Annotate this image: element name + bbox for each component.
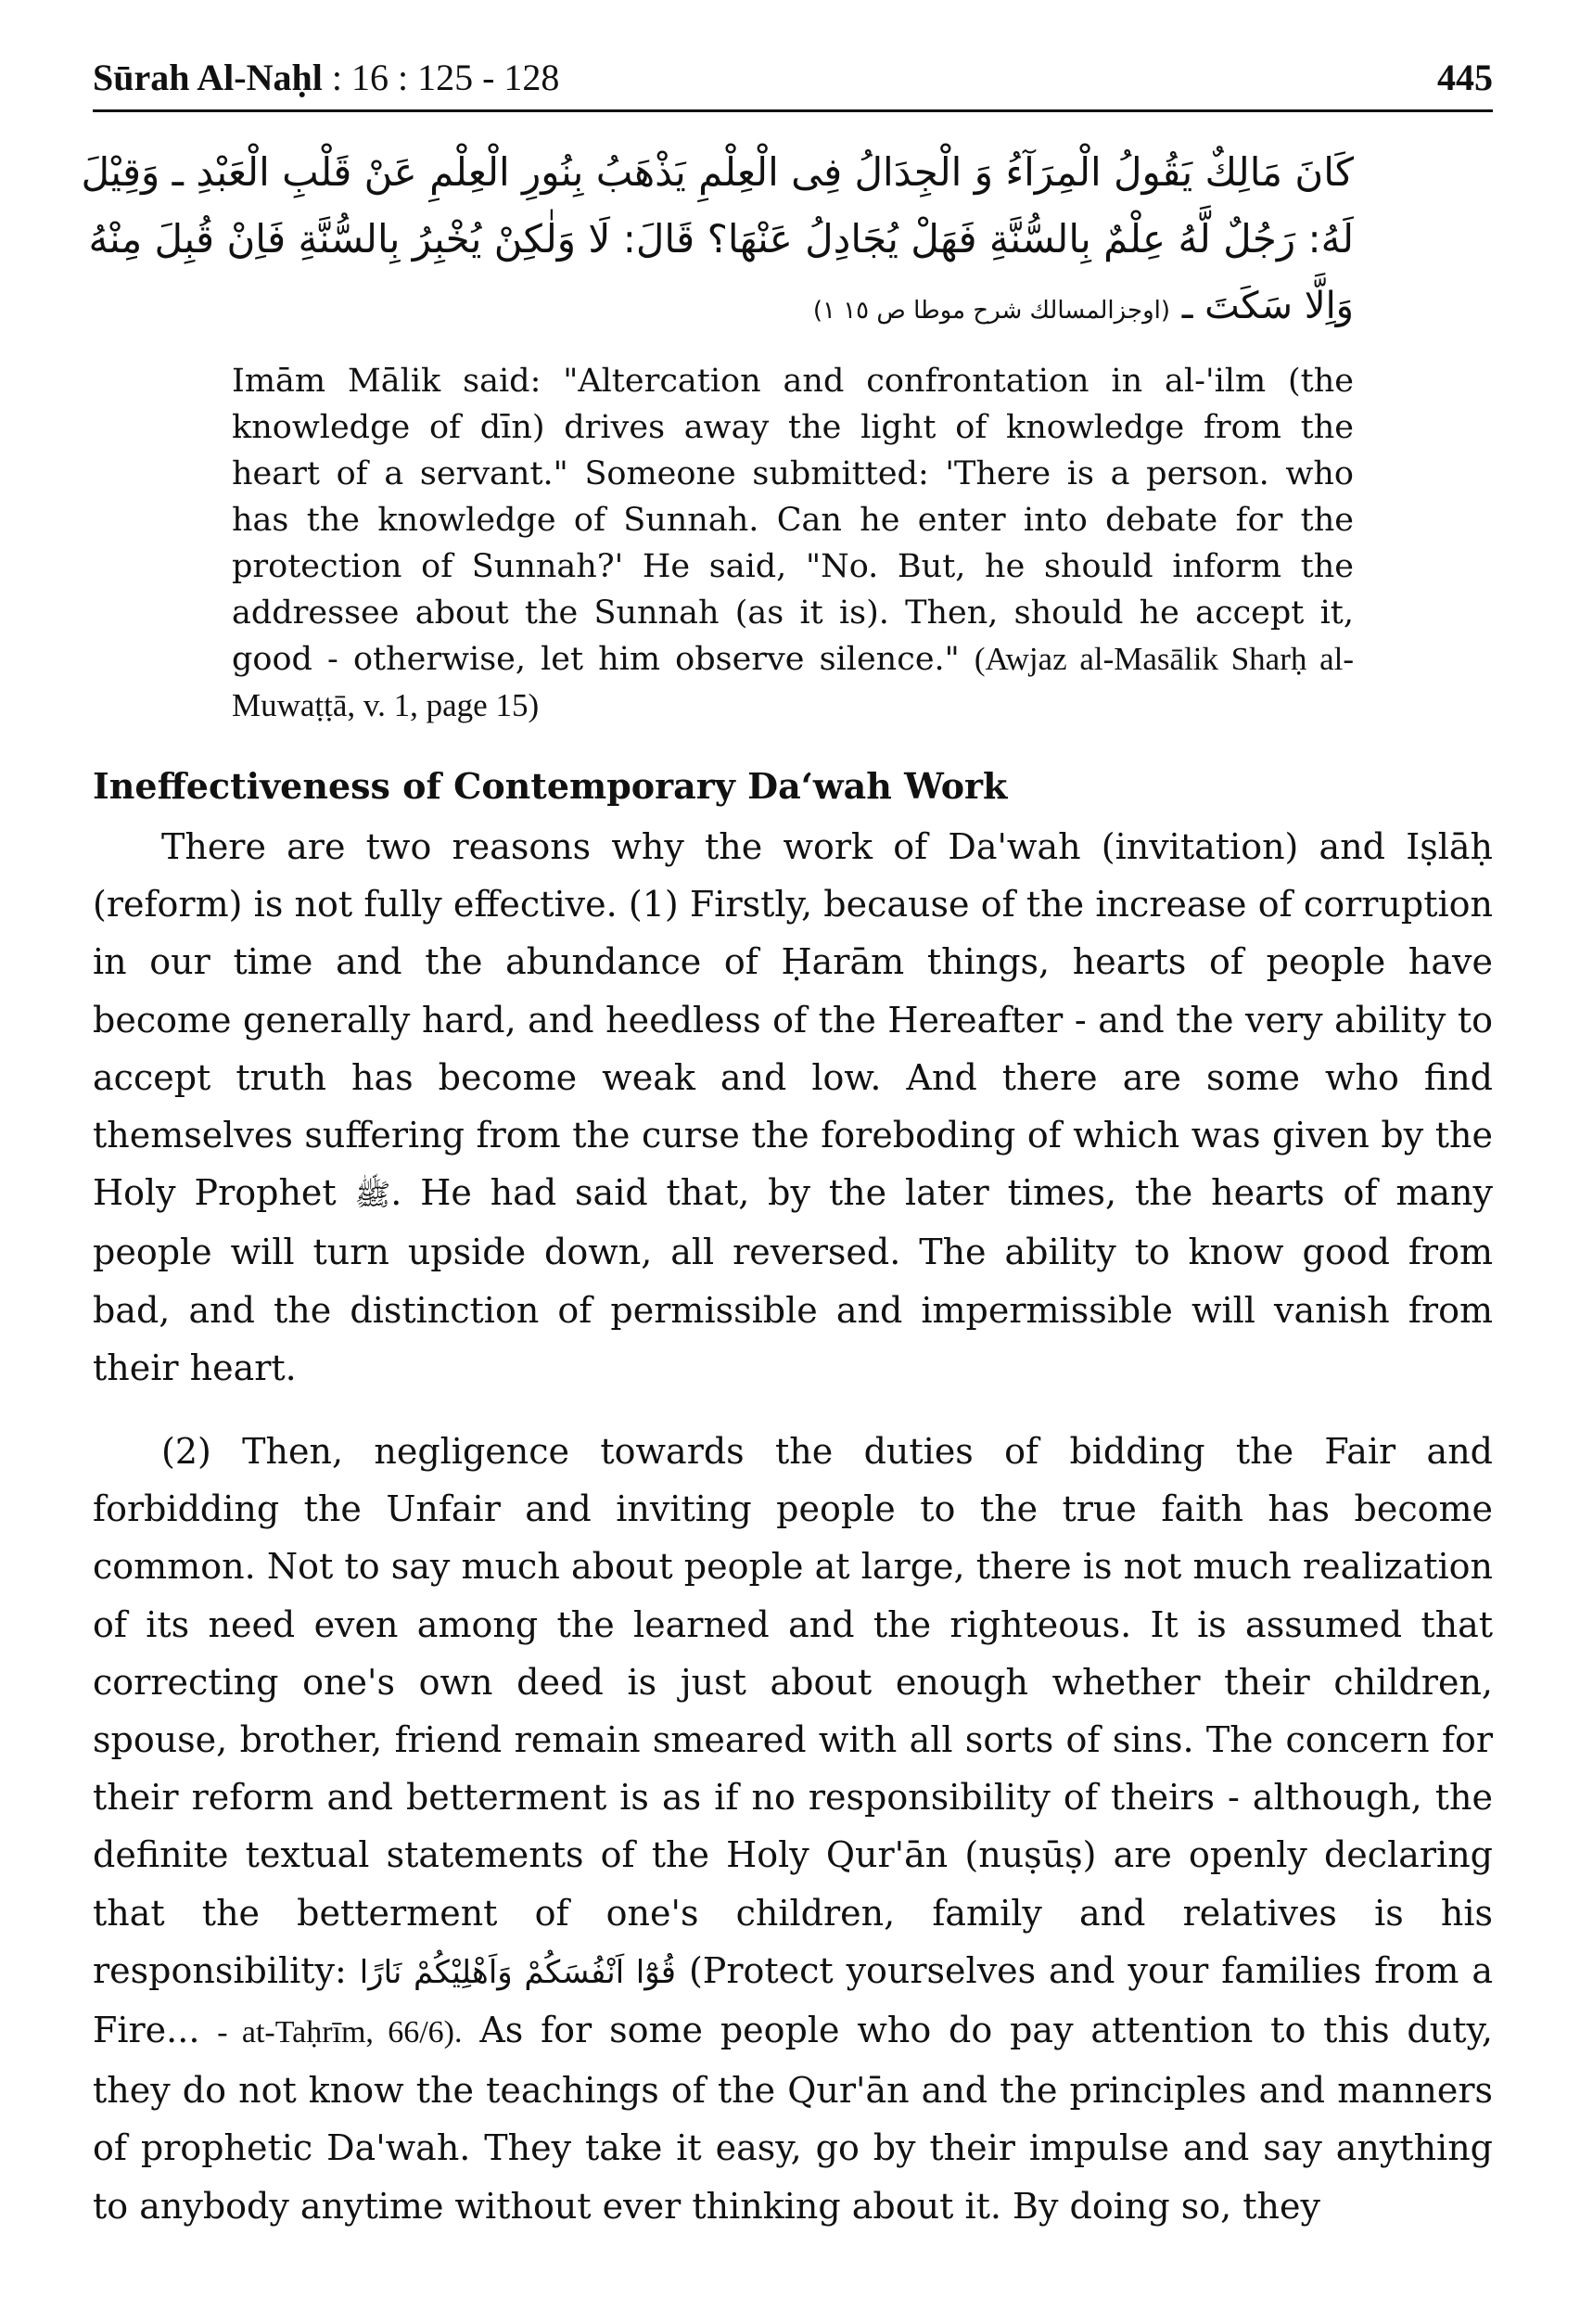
paragraph-1-text-b: . He had said that, by the later times, the hearts of many people will turn upside down, all reversed. The ability to know good from bad, and the distinction of permissible and impermissible will vanish from their heart. [93, 1172, 1493, 1388]
quran-verse-translation: (Protect yourselves and your families from a Fire... [93, 1949, 1493, 2051]
arabic-quote-line-3-text: وَاِلَّا سَكَتَ ـ [1181, 285, 1354, 327]
running-header [93, 48, 1493, 108]
paragraph-2-text-b: As for some people who do pay attention to this duty, they do not know the teachings of the Qur'ān and the principles and manners of prophetic Da'wah. They take it easy, go by their impulse and say anything to anybody anytime without ever thinking about it. By doing so, they [93, 2010, 1493, 2227]
quote-translation-text: Imām Mālik said: "Altercation and confrontation in al-'ilm (the knowledge of dīn) drives away the light of knowledge from the heart of a servant." Someone submitted: 'There is a person. who has the knowledge of Sunnah. Can he enter into debate for the protection of Sunnah?' He said, "No. But, he should inform the addressee about the Sunnah (as it is). Then, should he accept it, good - otherwise, let him observe silence." [232, 363, 1354, 678]
quote-translation [232, 358, 1354, 729]
page-number: 445 [1437, 57, 1493, 98]
arabic-quote-reference: (اوجزالمسالك شرح موطا ص ١٥ ١) [812, 297, 1170, 325]
header-divider [93, 109, 1493, 112]
arabic-quote-line-1: كَانَ مَالِكٌ يَقُولُ الْمِرَآءُ وَ الْجِدَالُ فِى الْعِلْمِ يَذْهَبُ بِنُورِ الْعِلْمِ عَنْ قَلْبِ الْعَبْدِ ـ وَقِيْلَ [81, 149, 1354, 195]
arabic-quote-line-3 [232, 273, 1354, 344]
paragraph-2-text-a: (2) Then, negligence towards the duties of bidding the Fair and forbidding the Unfair and inviting people to the true faith has become common. Not to say much about people at large, there is not much realization of its need even among the learned and the righteous. It is assumed that correcting one's own deed is just about enough whether their children, spouse, brother, friend remain smeared with all sorts of sins. The concern for their reform and betterment is as if no responsibility of theirs - although, the definite textual statements of the Holy Qur'ān (nuṣūṣ) are openly declaring that the betterment of one's children, family and relatives is his responsibility: [93, 1431, 1493, 1991]
body-paragraph-2 [93, 1423, 1493, 2235]
body-paragraph-1 [93, 818, 1493, 1397]
pbuh-honorific-icon: ﷺ [354, 1177, 391, 1213]
paragraph-2 [93, 1423, 1493, 2235]
header-title [93, 48, 559, 108]
header-surah-name: Sūrah Al-Naḥl [93, 57, 323, 98]
quran-verse-arabic: قُوْٓا اَنْفُسَكُمْ وَاَهْلِيْكُمْ نَارًا [359, 1953, 677, 1991]
header-verse-range: : 16 : 125 - 128 [331, 57, 560, 98]
quote-translation-reference: (Awjaz al-Masālik Sharḥ al-Muwaṭṭā, v. 1, page 15) [232, 641, 1354, 723]
paragraph-1 [93, 818, 1493, 1397]
arabic-quote-line-2: لَهُ: رَجُلٌ لَّهُ عِلْمٌ بِالسُّنَّةِ فَهَلْ يُجَادِلُ عَنْهَا؟ قَالَ: لَا وَلٰكِنْ يُخْبِرُ بِالسُّنَّةِ فَاِنْ قُبِلَ مِنْهُ [88, 216, 1354, 262]
section-heading: Ineffectiveness of Contemporary Da‘wah Work [93, 765, 1008, 807]
quote-translation-paragraph [232, 358, 1354, 729]
paragraph-1-text-a: There are two reasons why the work of Da'wah (invitation) and Iṣlāḥ (reform) is not fully effective. (1) Firstly, because of the increase of corruption in our time and the abundance of Ḥarām things, hearts of people have become generally hard, and heedless of the Hereafter - and the very ability to accept truth has become weak and low. And there are some who find themselves suffering from the curse the foreboding of which was given by the Holy Prophet [93, 826, 1493, 1214]
arabic-quote [81, 139, 1354, 344]
quran-verse-reference: - at-Taḥrīm, 66/6). [217, 2015, 463, 2050]
